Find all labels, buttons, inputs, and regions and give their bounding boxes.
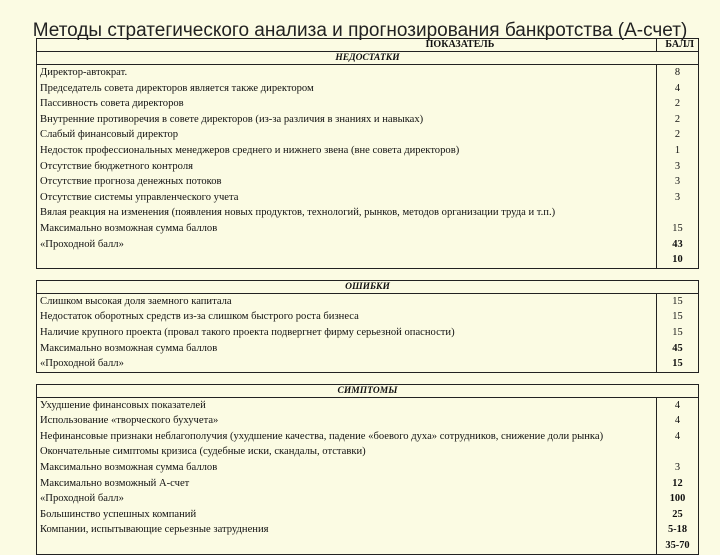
score-value: 4 [674,399,681,411]
score-value: 15 [672,311,683,323]
list-item-max-sum: Максимально возможная сумма баллов [40,342,218,354]
a-score-table [36,38,699,555]
list-item: Пассивность совета директоров [40,98,184,110]
score-list [657,293,699,372]
indicator-list [37,397,657,554]
score-value: 8 [674,67,681,78]
section-header-errors [37,280,699,293]
list-item: Председатель совета директоров является также директором [40,82,314,94]
section-header-shortcomings [37,52,699,65]
list-item: Слишком высокая доля заемного капитала [40,295,232,307]
list-item-passing-score: «Проходной балл» [40,358,124,370]
score-value: 100 [669,493,686,505]
score-value: 2 [674,129,681,141]
list-item: Окончательные симптомы кризиса (судебные иски, скандалы, отставки) [40,446,366,458]
list-item-passing-score: «Проходной балл» [40,493,124,505]
score-value: 3 [674,160,681,172]
score-value: 4 [674,82,681,94]
list-item: Использование «творческого бухучета» [40,415,219,427]
list-item: Недосток профессиональных менеджеров среднего и нижнего звена (вне совета директоров) [40,144,460,156]
score-column-header: БАЛЛ [657,39,699,52]
list-item: Отсутствие прогноза денежных потоков [40,176,222,188]
score-list [657,65,699,269]
score-spacer [660,205,695,221]
score-value: 12 [672,477,683,489]
score-value: 3 [674,176,681,188]
score-value: 25 [672,508,683,520]
indicator-list [37,65,657,269]
slide-title: Методы стратегического анализа и прогнозирования банкротства (А-счет) [32,20,688,41]
list-item: Отсутствие бюджетного контроля [40,160,193,172]
score-value: 3 [674,462,681,474]
indicator-column-header: ПОКАЗАТЕЛЬ [37,39,657,52]
list-item-max-a-score: Максимально возможный А-счет [40,477,190,489]
list-item-max-sum: Максимально возможная сумма баллов [40,222,218,234]
score-value: 4 [674,430,681,442]
list-item: Наличие крупного проекта (провал такого проекта подвергнет фирму серьезной опасности) [40,326,455,338]
list-item-successful-companies: Большинство успешных компаний [40,508,197,520]
section-title: СИМПТОМЫ [37,384,699,397]
score-value: 45 [672,342,683,354]
score-spacer [660,444,695,460]
score-value: 1 [674,144,681,156]
score-value: 15 [672,358,683,370]
section-body-shortcomings [37,65,699,269]
list-item-troubled-companies: Компании, испытывающие серьезные затруднения [40,524,269,536]
list-item-max-sum: Максимально возможная сумма баллов [40,462,218,474]
list-item: Слабый финансовый директор [40,129,179,141]
score-value: 2 [674,113,681,125]
score-value: 15 [672,295,683,307]
list-item: Директор-автократ. [40,67,128,78]
score-value: 5-18 [667,524,688,536]
score-value: 4 [674,415,681,427]
section-title: ОШИБКИ [37,280,699,293]
section-body-symptoms [37,397,699,554]
score-value: 35-70 [665,540,690,552]
score-value: 15 [672,326,683,338]
score-value: 15 [672,222,683,234]
section-header-symptoms [37,384,699,397]
score-value: 43 [672,238,683,250]
score-value: 3 [674,191,681,203]
section-gap [37,268,699,280]
list-item-passing-score: «Проходной балл» [40,238,124,250]
indicator-list [37,293,657,372]
section-gap [37,372,699,384]
list-item: Внутренние противоречия в совете директоров (из-за различия в знаниях и навыках) [40,113,424,125]
list-item: Нефинансовые признаки неблагополучия (ухудшение качества, падение «боевого духа» сотрудников, снижение доли рынка) [40,430,604,442]
table-header-row [37,39,699,52]
list-item: Недостаток оборотных средств из-за слишком быстрого роста бизнеса [40,311,359,323]
section-title: НЕДОСТАТКИ [37,52,699,65]
score-list [657,397,699,554]
list-item: Отсутствие системы управленческого учета [40,191,239,203]
score-value: 2 [674,98,681,110]
score-value: 10 [672,254,683,266]
list-item: Вялая реакция на изменения (появления новых продуктов, технологий, рынков, методов организации труда и т.п.) [40,207,556,219]
section-body-errors [37,293,699,372]
list-item: Ухудшение финансовых показателей [40,399,206,411]
